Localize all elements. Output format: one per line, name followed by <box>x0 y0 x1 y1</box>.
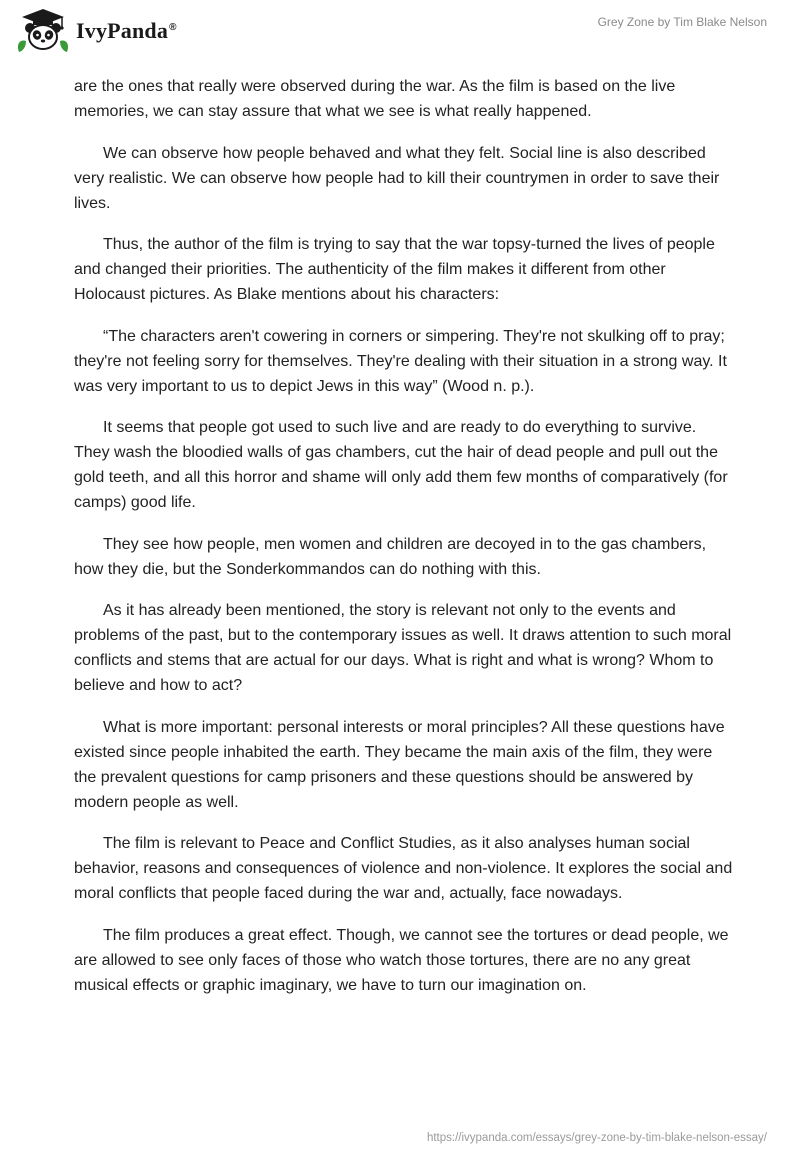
essay-body <box>74 74 734 1014</box>
paragraph-2: We can observe how people behaved and what they felt. Social line is also described very realistic. We can observe how people had to kill their countrymen in order to save their lives. <box>74 144 720 212</box>
paragraph-3: Thus, the author of the film is trying to say that the war topsy-turned the lives of people and changed their priorities. The authenticity of the film makes it different from other Holocaust pictures. As Blake mentions about his characters: <box>74 236 715 303</box>
paragraph-1: are the ones that really were observed during the war. As the film is based on the live memories, we can stay assure that what we see is what really happened. <box>74 78 676 120</box>
paragraph-10: The film produces a great effect. Though, we cannot see the tortures or dead people, we are allowed to see only faces of those who watch those tortures, there are no any great musical effects or graphic imaginary, we have to turn our imagination on. <box>74 926 729 994</box>
source-url[interactable]: https://ivypanda.com/essays/grey-zone-by-tim-blake-nelson-essay/ <box>426 1132 767 1144</box>
document-title: Grey Zone by Tim Blake Nelson <box>597 15 767 29</box>
paragraph-6: They see how people, men women and children are decoyed in to the gas chambers, how they die, but the Sonderkommandos can do nothing with this. <box>74 535 707 578</box>
paragraph-quote: “The characters aren't cowering in corners or simpering. They're not skulking off to pray; they're not feeling sorry for themselves. They're dealing with their situation in a strong way. It was very important to us to depict Jews in this way” (Wood n. p.). <box>74 327 727 395</box>
paragraph-8: What is more important: personal interests or moral principles? All these questions have existed since people inhabited the earth. They became the main axis of the film, they were the prevalent questions for camp prisoners and these questions should be answered by modern people as well. <box>74 718 725 811</box>
paragraph-5: It seems that people got used to such live and are ready to do everything to survive. They wash the bloodied walls of gas chambers, cut the hair of dead people and pull out the gold teeth, and all this horror and shame will only add them few months of comparatively (for camps) good life. <box>74 419 728 511</box>
panda-graduate-icon <box>14 8 72 54</box>
logo-wordmark: IvyPanda® <box>76 18 177 43</box>
paragraph-7: As it has already been mentioned, the story is relevant not only to the events and problems of the past, but to the contemporary issues as well. It draws attention to such moral conflicts and stems that are actual for our days. What is right and what is wrong? Whom to believe and how to act? <box>74 602 732 694</box>
registered-mark: ® <box>169 21 177 33</box>
paragraph-9: The film is relevant to Peace and Conflict Studies, as it also analyses human social behavior, reasons and consequences of violence and non-violence. It explores the social and moral conflicts that people faced during the war and, actually, face nowadays. <box>74 835 733 902</box>
ivypanda-logo[interactable] <box>14 8 177 54</box>
